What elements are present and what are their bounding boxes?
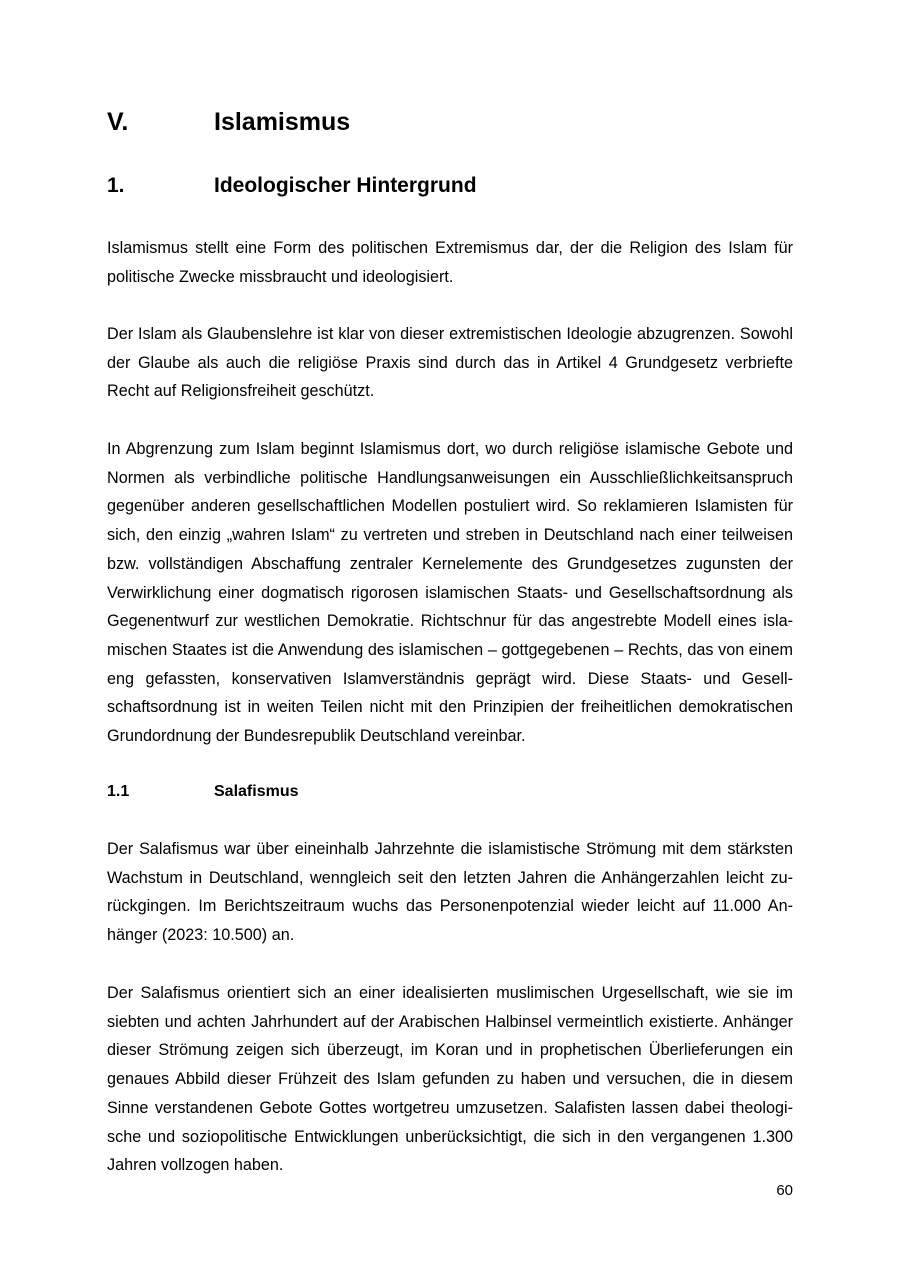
paragraph: Der Salafismus orientiert sich an einer idealisierten muslimischen Urgesellschaft, wie sie im siebten und achten Jahrhundert auf der Arabischen Halbinsel vermeintlich existierte. Anhänger dieser Strömung zeigen sich überzeugt, im Koran und in prophetischen Überlieferungen ein genaues Abbild dieser Frühzeit des Islam gefunden zu haben und versuchen, die in diesem Sinne verstandenen Gebote Gottes wortgetreu umzusetzen. Salafisten lassen dabei theologische und soziopolitische Entwicklungen unberücksichtigt, die sich in den vergangenen 1.300 Jahren vollzogen haben. (107, 984, 793, 1175)
subsection-number: 1.1 (107, 783, 130, 800)
paragraph: In Abgrenzung zum Islam beginnt Islamismus dort, wo durch religiöse islamische Gebote und Normen als verbindliche politische Handlungsanweisungen ein Ausschließlichkeitsanspruch gegenüber anderen gesellschaftlichen Modellen postuliert wird. So reklamieren Islamisten für sich, den einzig „wahren Islam“ zu vertreten und streben in Deutschland nach einer teilweisen bzw. vollständigen Abschaffung zentraler Kernelemente des Grundgesetzes zugunsten der Verwirklichung einer dogmatisch rigorosen islamischen Staats- und Gesellschaftsordnung als Gegenentwurf zur westlichen Demokratie. Richtschnur für das angestrebte Modell eines islamischen Staates ist die Anwendung des islamischen – gottgegebenen – Rechts, das von einem eng gefassten, konservativen Islamverständnis geprägt wird. Diese Staats- und Gesellschaftsordnung ist in weiten Teilen nicht mit den Prinzipien der freiheitlichen demokratischen Grundordnung der Bundesrepublik Deutschland vereinbar. (107, 440, 793, 746)
section-title: Ideologischer Hintergrund (214, 174, 477, 197)
paragraph: Der Salafismus war über eineinhalb Jahrzehnte die islamistische Strömung mit dem stärksten Wachstum in Deutschland, wenngleich seit den letzten Jahren die Anhängerzahlen leicht zurückgingen. Im Berichtszeitraum wuchs das Personenpotenzial wieder leicht auf 11.000 Anhänger (2023: 10.500) an. (107, 840, 793, 945)
chapter-heading (107, 106, 793, 138)
chapter-number: V. (107, 108, 129, 136)
subsection-heading (107, 781, 793, 803)
section-heading (107, 172, 793, 200)
paragraph: Der Islam als Glaubenslehre ist klar von dieser extremistischen Ideologie abzugrenzen. Sowohl der Glaube als auch die religiöse Praxis sind durch das in Artikel 4 Grundgesetz verbriefte Recht auf Religionsfreiheit geschützt. (107, 325, 793, 401)
paragraph: Islamismus stellt eine Form des politischen Extremismus dar, der die Religion des Islam für politische Zwecke missbraucht und ideologisiert. (107, 239, 793, 286)
page-number: 60 (776, 1182, 793, 1199)
document-page (107, 0, 793, 1272)
subsection-title: Salafismus (214, 783, 299, 800)
section-number: 1. (107, 174, 125, 197)
chapter-title: Islamismus (214, 108, 351, 136)
